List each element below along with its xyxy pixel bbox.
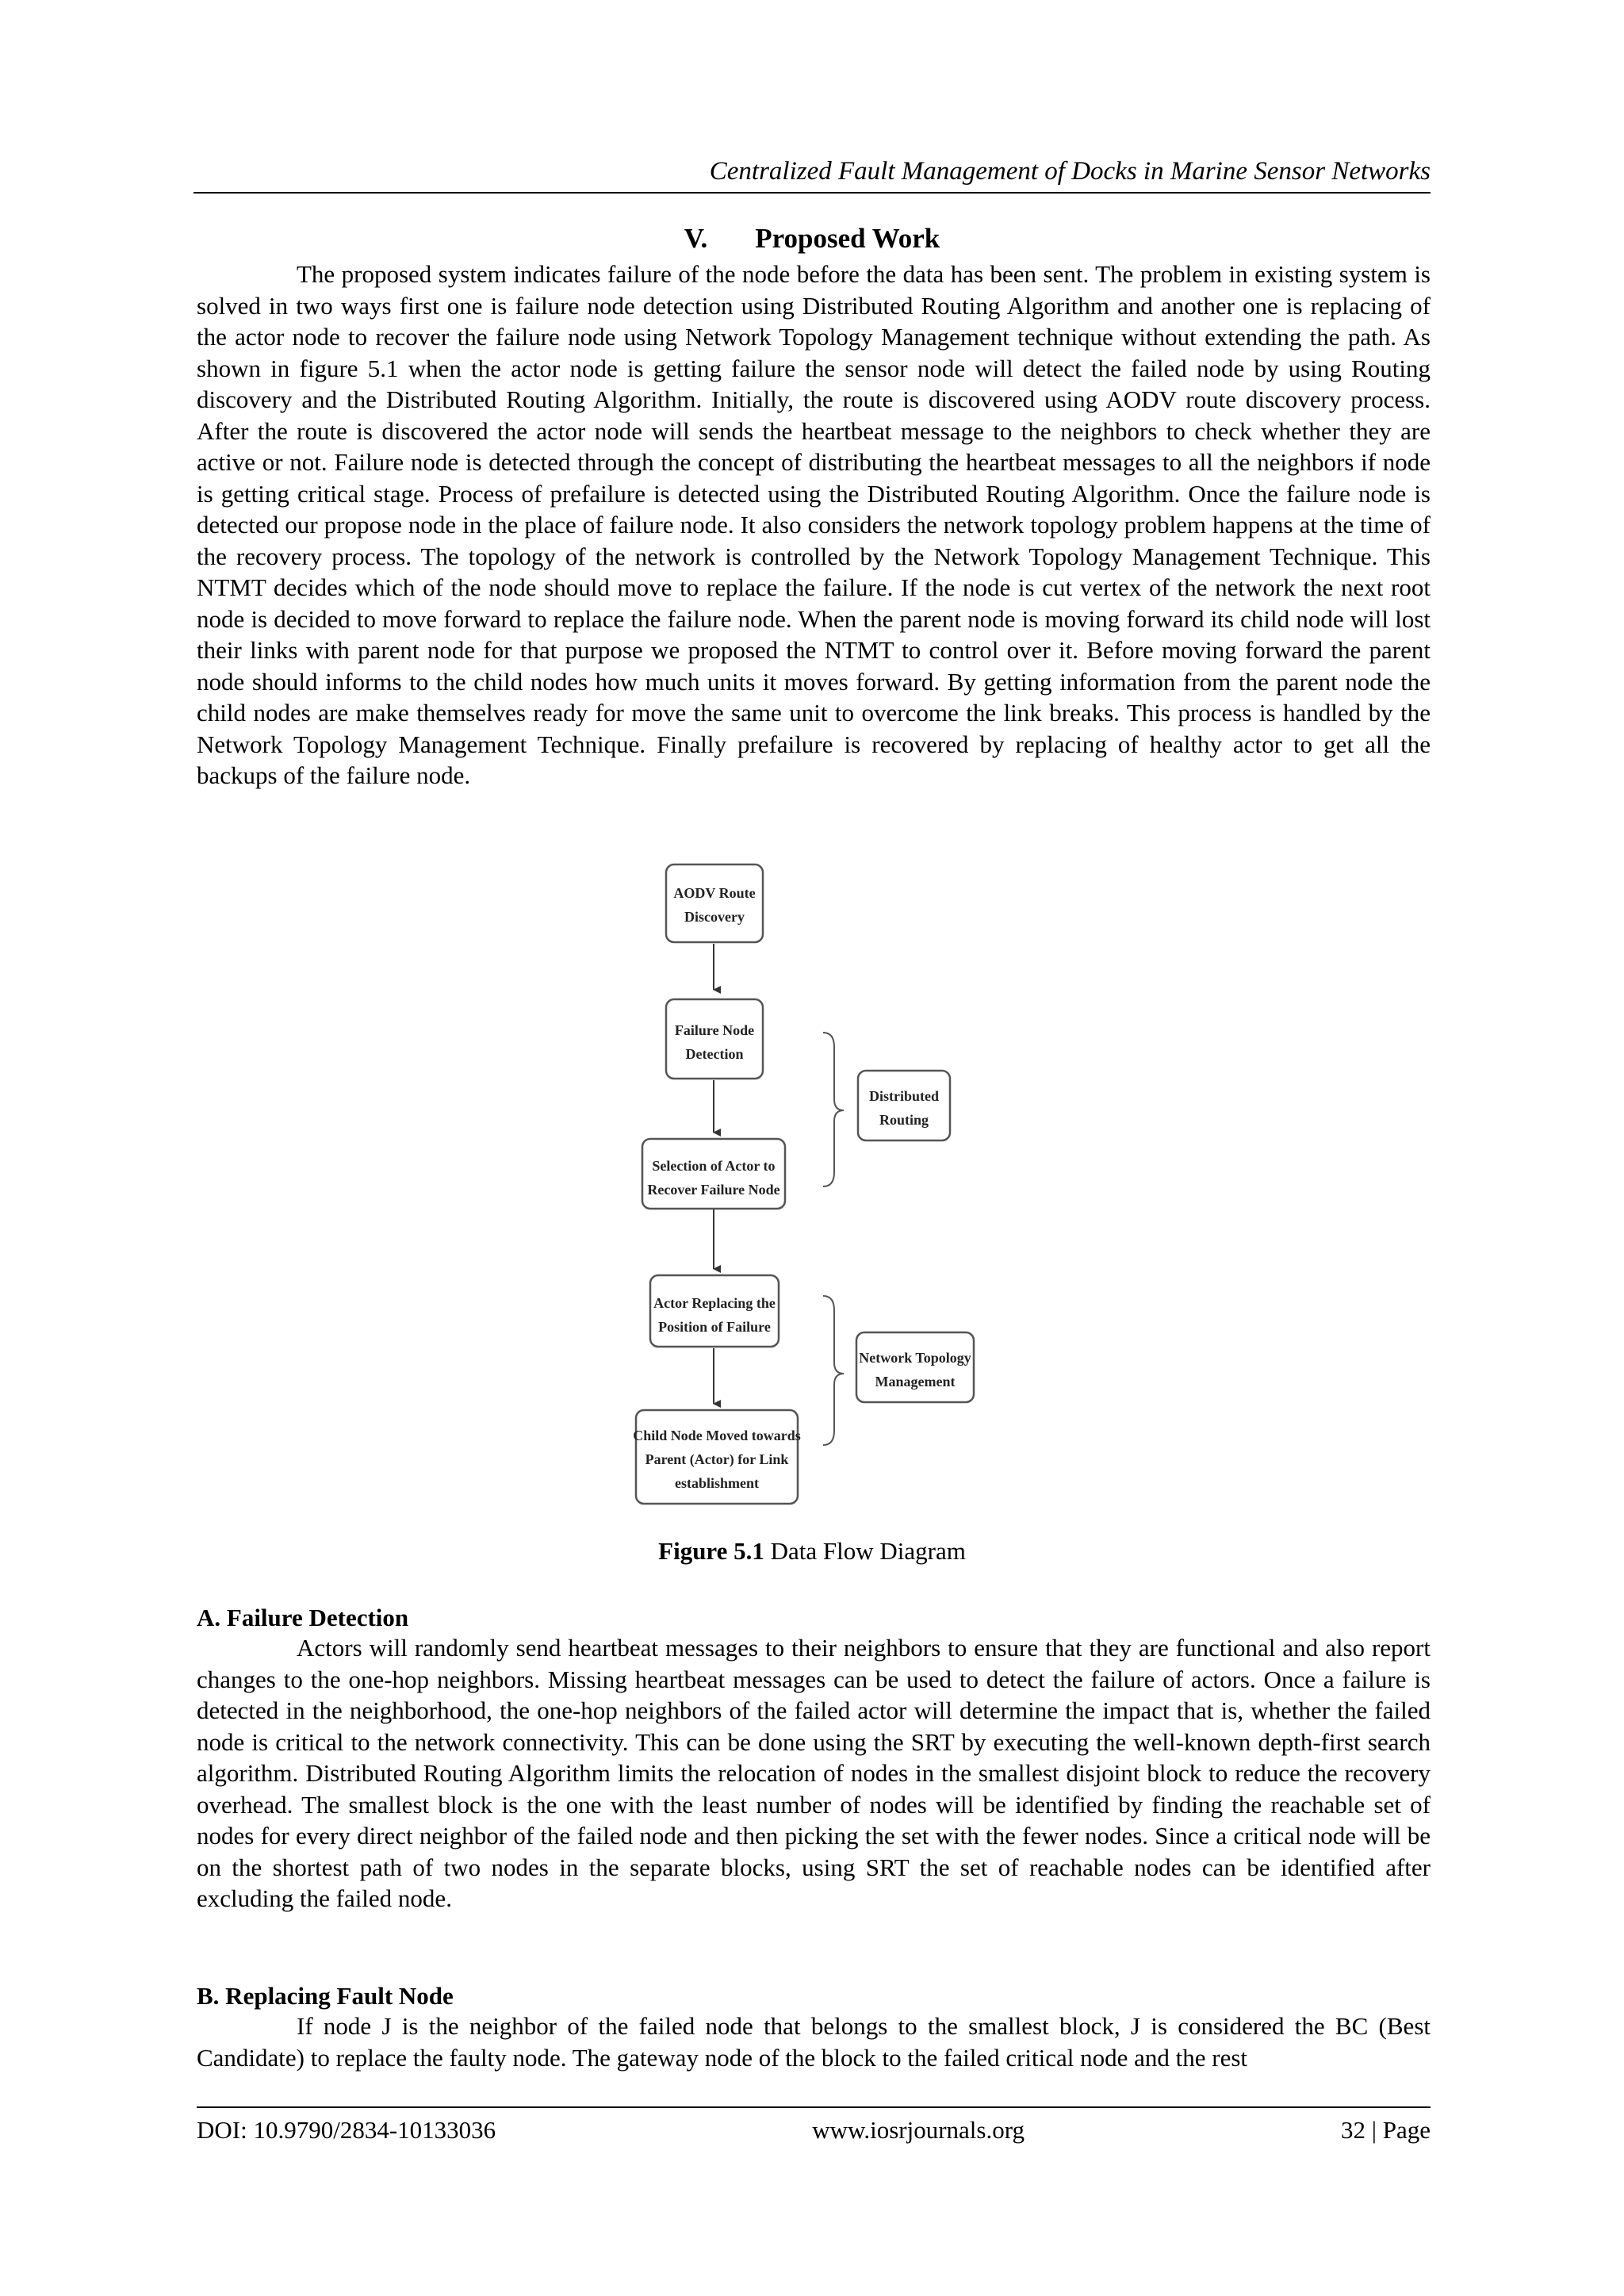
node-distributed-routing (858, 1071, 950, 1140)
subsection-b-paragraph: If node J is the neighbor of the failed node that belongs to the smallest block, J is considered the BC (Best Candidate) to replace the faulty node. The gateway node of the block to the failed critical node and the rest (197, 2012, 1431, 2072)
node-selection-line2: Recover Failure Node (647, 1182, 780, 1198)
data-flow-diagram (619, 857, 999, 1523)
node-distributed-line2: Routing (879, 1112, 929, 1128)
footer-website: www.iosrjournals.org (812, 2116, 1025, 2144)
node-aodv-route-discovery (666, 864, 763, 942)
subsection-a-paragraph: Actors will randomly send heartbeat messages to their neighbors to ensure that they are functional and also report changes to the one-hop neighbors. Missing heartbeat messages can be used to detect the failure of actors. Once a failure is detected in the neighborhood, the one-hop neighbors of the failed actor will determine the impact that is, whether the failed node is critical to the network connectivity. This can be done using the SRT by executing the well-known depth-first search algorithm. Distributed Routing Algorithm limits the relocation of nodes in the smallest disjoint block to reduce the recovery overhead. The smallest block is the one with the least number of nodes will be identified by finding the reachable set of nodes for every direct neighbor of the failed node and then picking the set with the fewer nodes. Since a critical node will be on the shortest path of two nodes in the separate blocks, using SRT the set of reachable nodes can be identified after excluding the failed node. (197, 1634, 1431, 1912)
node-child-line3: establishment (674, 1475, 760, 1491)
subsection-a-title: A. Failure Detection (197, 1604, 409, 1631)
node-replacing-line2: Position of Failure (658, 1319, 771, 1335)
node-aodv-line2: Discovery (684, 909, 745, 925)
node-aodv-line1: AODV Route (673, 885, 756, 901)
section-title-text: Proposed Work (755, 223, 940, 254)
node-detection-line2: Detection (685, 1046, 744, 1062)
section-number: V. (684, 223, 708, 254)
proposed-work-paragraph: The proposed system indicates failure of the node before the data has been sent. The problem in existing system is solved in two ways first one is failure node detection using Distributed Routing Algorithm and another one is replacing of the actor node to recover the failure node using Network Topology Management technique without extending the path. As shown in figure 5.1 when the actor node is getting failure the sensor node will detect the failed node by using Routing discovery and the Distributed Routing Algorithm. Initially, the route is discovered using AODV route discovery process. After the route is discovered the actor node will sends the heartbeat message to the neighbors to check whether they are active or not. Failure node is detected through the concept of distributing the heartbeat messages to all the neighbors if node is getting critical stage. Process of prefailure is detected using the Distributed Routing Algorithm. Once the failure node is detected our propose node in the place of failure node. It also considers the network topology problem happens at the time of the recovery process. The topology of the network is controlled by the Network Topology Management Technique. This NTMT decides which of the node should move to replace the failure. If the node is cut vertex of the network the next root node is decided to move forward to replace the failure node. When the parent node is moving forward its child node will lost their links with parent node for that purpose we proposed the NTMT to control over it. Before moving forward the parent node should informs to the child nodes how much units it moves forward. By getting information from the parent node the child nodes are make themselves ready for move the same unit to overcome the link breaks. This process is handled by the Network Topology Management Technique. Finally prefailure is recovered by replacing of healthy actor to get all the backups of the failure node. (197, 260, 1431, 789)
section-title (0, 222, 1624, 255)
node-network-topology-management (856, 1332, 974, 1402)
page-footer (197, 2106, 1431, 2146)
node-child-line1: Child Node Moved towards (633, 1428, 801, 1443)
figure-caption-text: Data Flow Diagram (764, 1537, 966, 1565)
node-selection-of-actor (642, 1139, 785, 1209)
node-replacing-line1: Actor Replacing the (653, 1295, 776, 1311)
brace-topology (823, 1296, 844, 1445)
node-child-line2: Parent (Actor) for Link (645, 1451, 789, 1467)
footer-page-number: 32 | Page (1341, 2116, 1431, 2144)
node-topology-line2: Management (875, 1374, 956, 1389)
node-failure-detection (666, 999, 763, 1079)
node-child-node-moved (633, 1410, 801, 1504)
footer-doi: DOI: 10.9790/2834-10133036 (197, 2116, 496, 2144)
node-distributed-line1: Distributed (868, 1088, 940, 1104)
figure-caption (0, 1535, 1624, 1567)
subsection-b-title: B. Replacing Fault Node (197, 1982, 454, 2010)
brace-distributed (823, 1033, 844, 1186)
node-actor-replacing (650, 1275, 779, 1347)
node-detection-line1: Failure Node (674, 1022, 755, 1038)
running-header: Centralized Fault Management of Docks in Marine Sensor Networks (193, 155, 1431, 194)
figure-caption-label: Figure 5.1 (658, 1537, 764, 1565)
node-topology-line1: Network Topology (859, 1350, 971, 1366)
node-selection-line1: Selection of Actor to (652, 1158, 776, 1174)
